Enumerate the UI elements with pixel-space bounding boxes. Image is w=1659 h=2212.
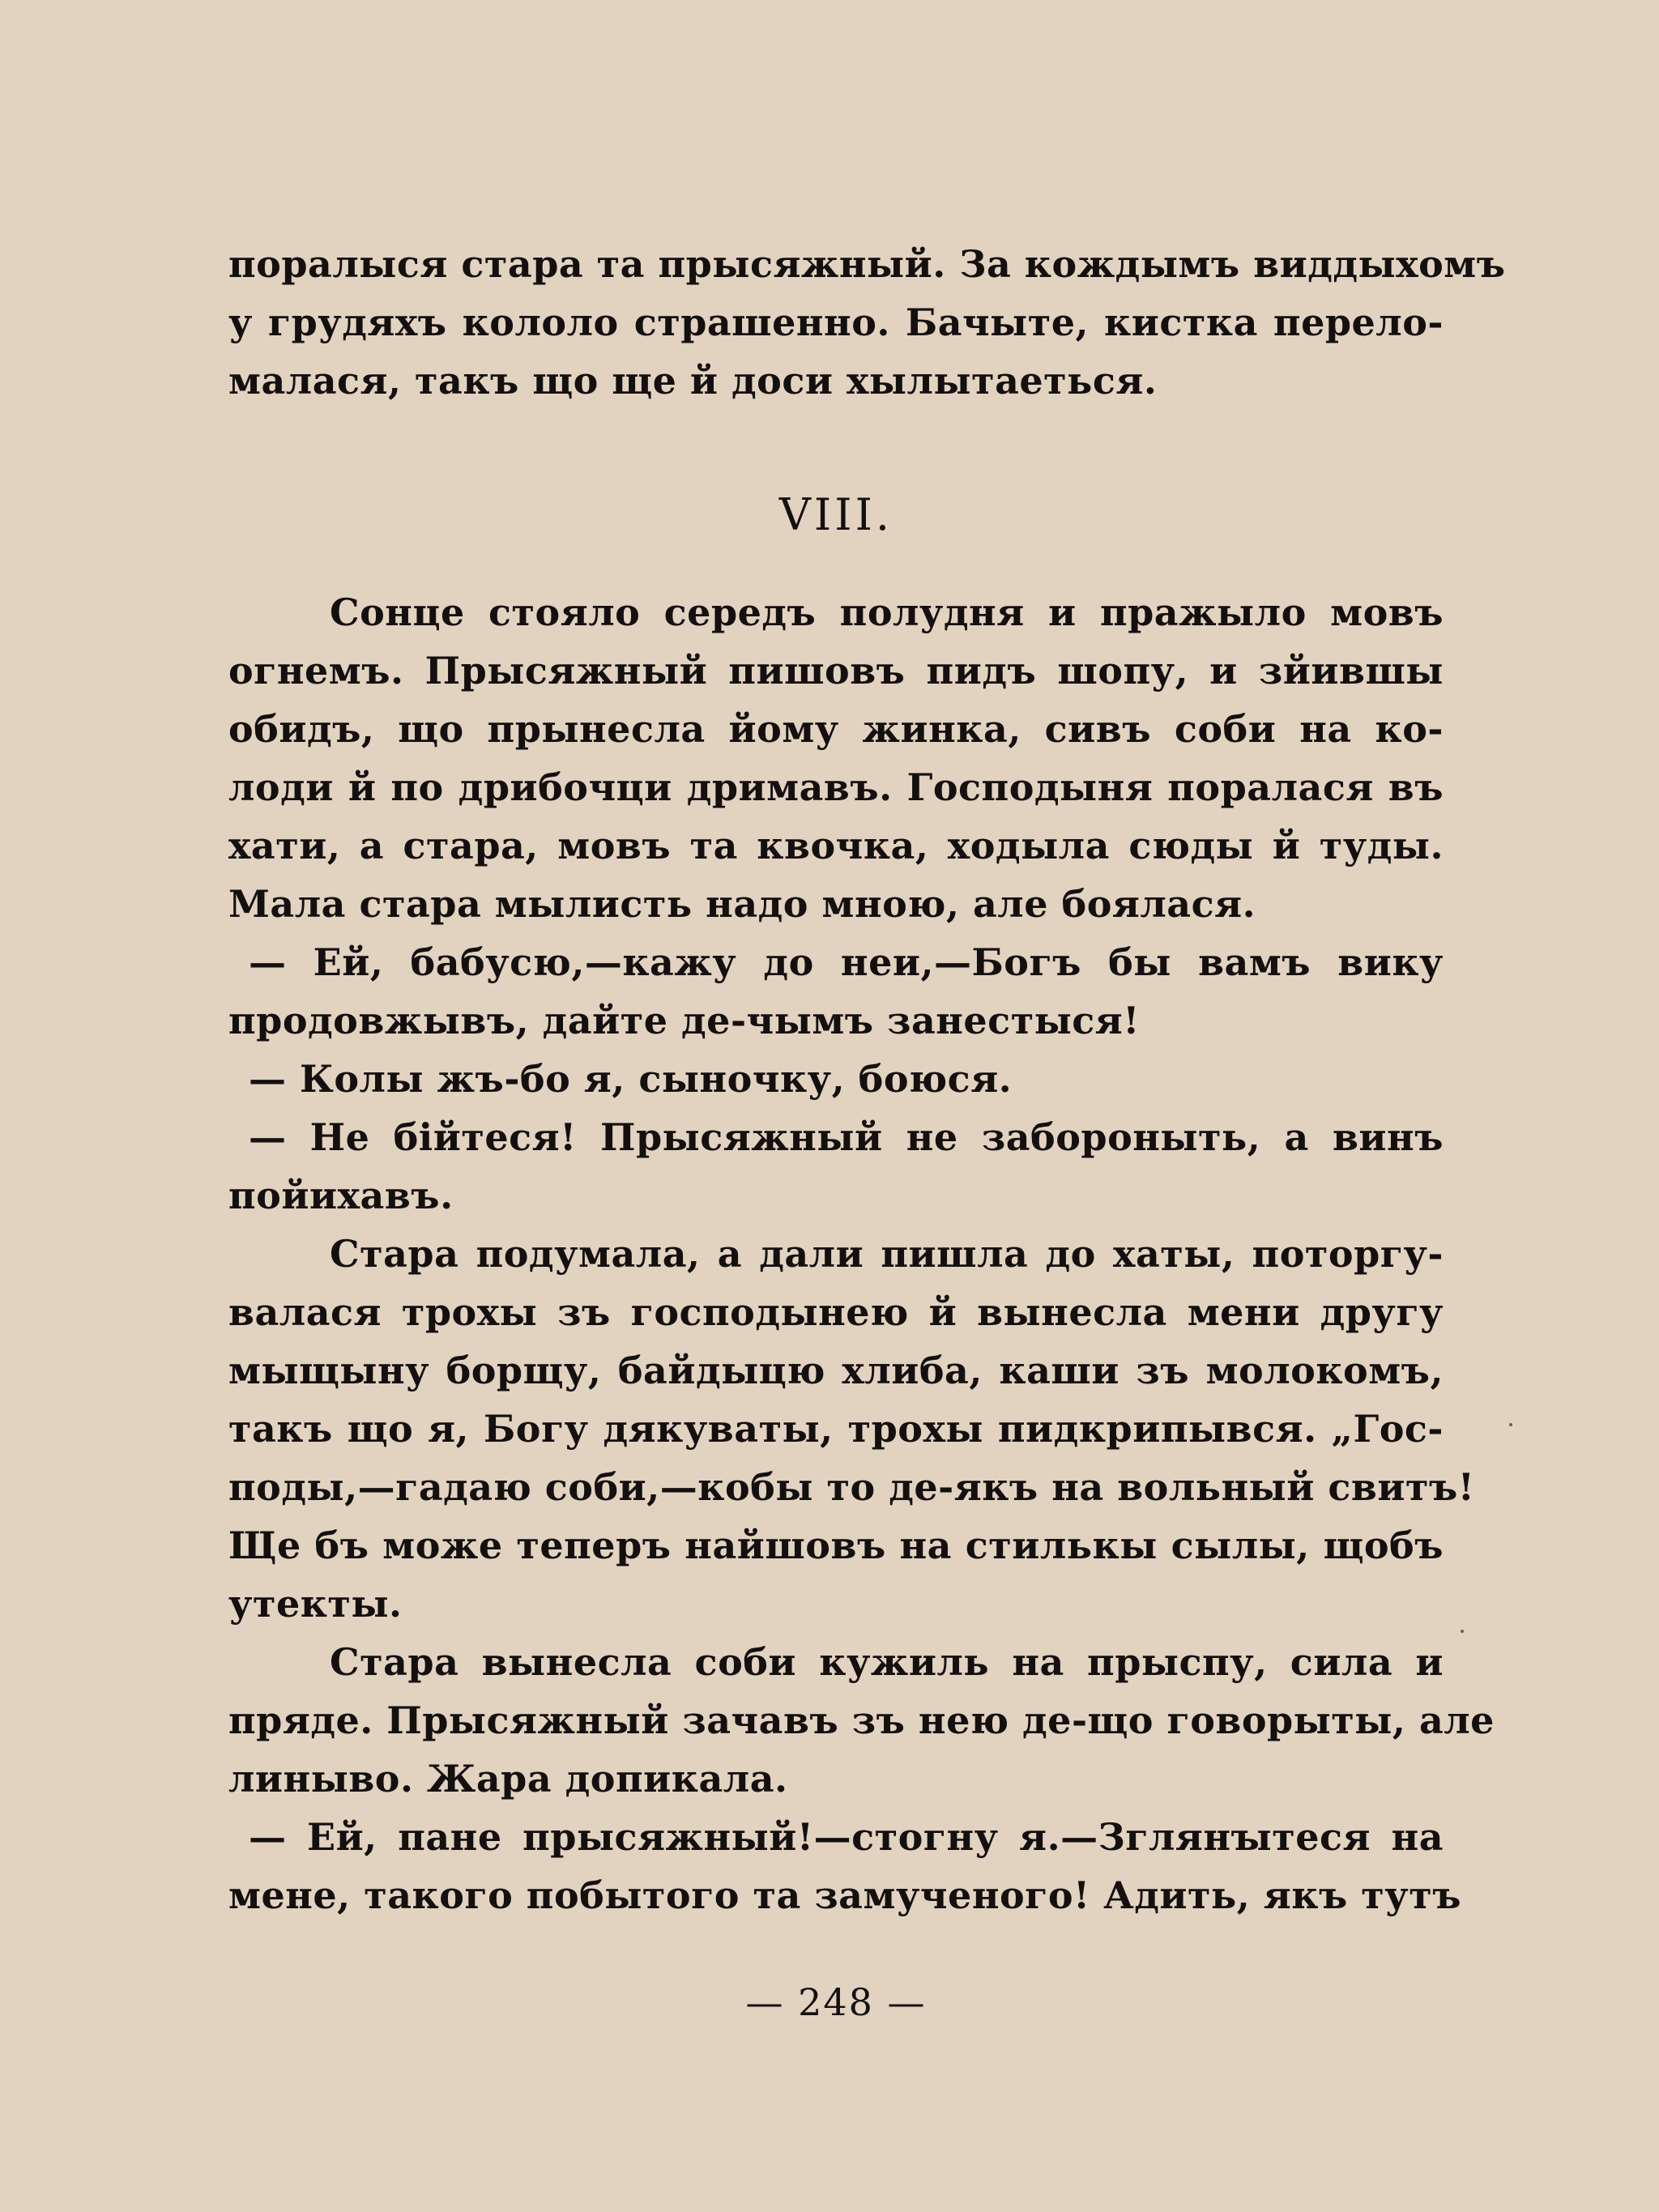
page-number: — 248 — — [745, 1980, 927, 2024]
scan-speck — [1509, 1423, 1512, 1426]
text-line: утекты. — [228, 1582, 403, 1626]
chapter-heading: VIII. — [778, 489, 893, 540]
text-line: лоди й по дрибочци дримавъ. Господыня поралася въ — [228, 765, 1444, 809]
text-line: поралыся стара та прысяжный. За кождымъ виддыхомъ — [228, 242, 1506, 286]
scan-speck — [1461, 1630, 1464, 1633]
text-line: Сонце стояло середъ полудня и пражыло мовъ — [330, 590, 1444, 634]
text-line: огнемъ. Прысяжный пишовъ пидъ шопу, и зйившы — [228, 649, 1444, 693]
text-line: линыво. Жара допикала. — [228, 1757, 788, 1801]
text-line: у грудяхъ кололо страшенно. Бачыте, кистка перело- — [228, 300, 1444, 344]
chapter-body — [228, 583, 1495, 1924]
text-line: продовжывъ, дайте де-чымъ занестыся! — [228, 999, 1140, 1042]
text-line: Ще бъ може теперъ найшовъ на стилькы сылы, щобъ — [228, 1524, 1444, 1567]
dialogue-line: — Не бійтеся! Прысяжный не забороныть, а винъ — [249, 1115, 1444, 1159]
dialogue-line: — Ей, пане прысяжный!—стогну я.—Зглянꙑтеся на — [249, 1815, 1444, 1859]
text-line: Стара вынесла соби кужиль на прыспу, сила и — [330, 1640, 1444, 1684]
text-line: обидъ, що прынесла йому жинка, сивъ соби на ко- — [228, 707, 1444, 751]
text-line: пойихавъ. — [228, 1174, 454, 1217]
text-line: Мала стара мылисть надо мною, але боялася. — [228, 882, 1256, 926]
book-page — [228, 0, 1506, 2212]
text-line: поды,—гадаю соби,—кобы то де-якъ на вольный свитъ! — [228, 1465, 1475, 1509]
text-line: хати, а стара, мовъ та квочка, ходыла сюды й туды. — [228, 824, 1444, 867]
top-paragraph — [228, 235, 1506, 410]
text-line: пряде. Прысяжный зачавъ зъ нею де-що говорыты, але — [228, 1698, 1495, 1742]
dialogue-line: — Колы жъ-бо я, сыночку, боюся. — [249, 1057, 1013, 1101]
text-line: мыщыну борщу, байдыцю хлиба, каши зъ молокомъ, — [228, 1349, 1444, 1392]
dialogue-line: — Ей, бабусю,—кажу до неи,—Богъ бы вамъ вику — [249, 940, 1444, 984]
text-line: мене, такого побытого та замученого! Адить, якъ тутъ — [228, 1873, 1461, 1917]
text-line: валася трохы зъ господынею й вынесла мени другу — [228, 1290, 1444, 1334]
text-line: такъ що я, Богу дякуваты, трохы пидкрипывся. „Гос- — [228, 1407, 1444, 1451]
text-line: Стара подумала, а дали пишла до хаты, поторгу- — [330, 1232, 1444, 1276]
text-line: малася, такъ що ще й доси хылытаеться. — [228, 359, 1158, 403]
